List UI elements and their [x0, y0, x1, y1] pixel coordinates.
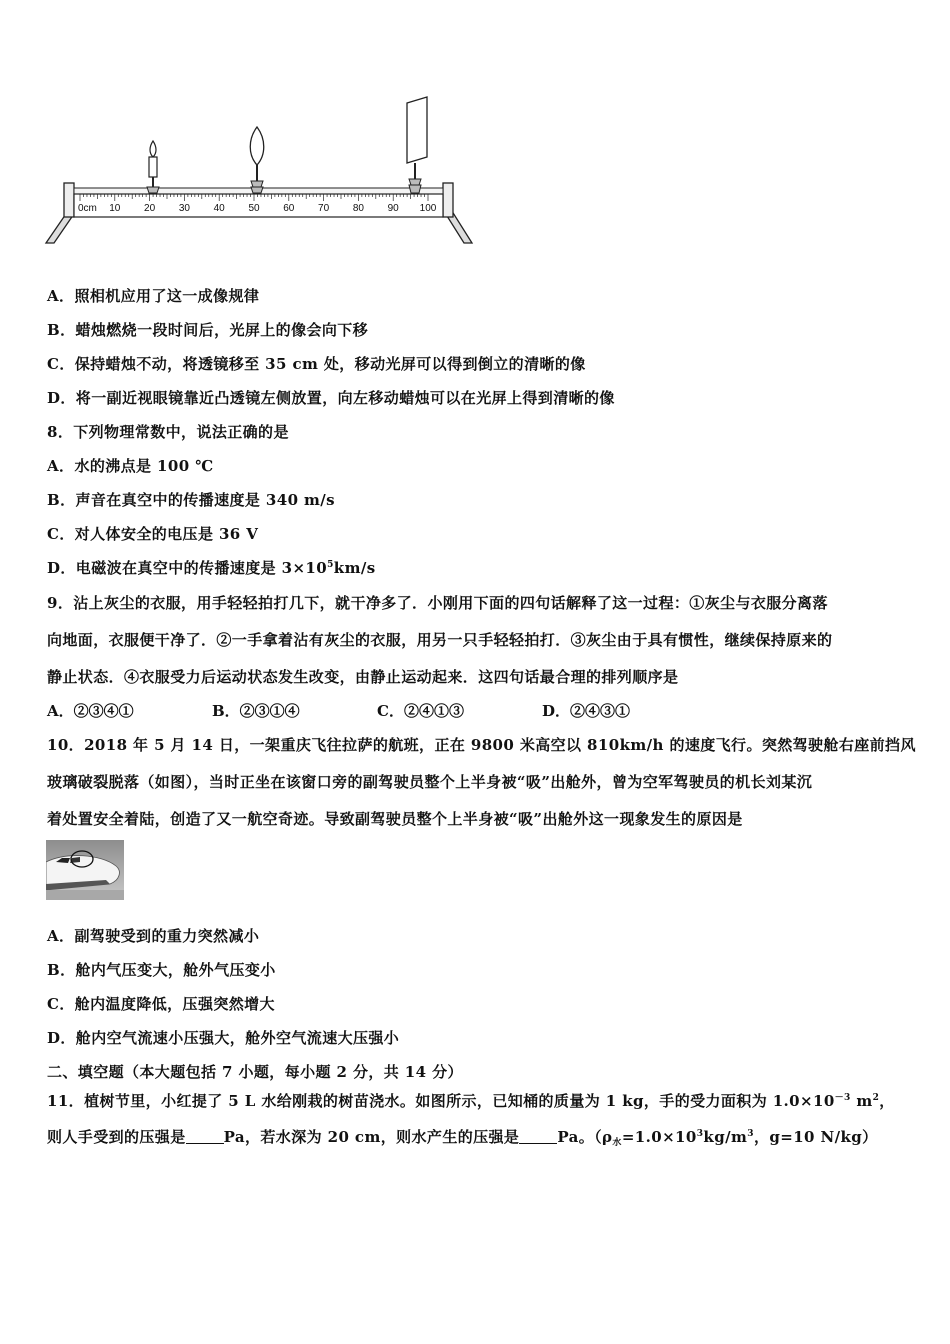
- bench-label: 70: [318, 203, 330, 214]
- q10-option-c: C．舱内温度降低，压强突然增大: [47, 995, 275, 1013]
- answer-blank-1[interactable]: [186, 1129, 224, 1144]
- bench-label: 80: [352, 203, 364, 214]
- q10-option-d: D．舱内空气流速小压强大，舱外空气流速大压强小: [47, 1029, 400, 1047]
- q9-option-c: C．②④①③: [377, 702, 464, 720]
- answer-blank-2[interactable]: [519, 1129, 557, 1144]
- q10-option-b: B．舱内气压变大，舱外气压变小: [47, 961, 276, 979]
- light-screen: [407, 97, 427, 193]
- candle: [147, 141, 159, 193]
- q9-option-a: A．②③④①: [47, 702, 134, 720]
- q7-option-d: D．将一副近视眼镜靠近凸透镜左侧放置，向左移动蜡烛可以在光屏上得到清晰的像: [47, 389, 615, 407]
- q8-option-d: D．电磁波在真空中的传播速度是 $3\times 10^5km/s$: [47, 559, 376, 577]
- q9-stem-line-1: 9．沾上灰尘的衣服，用手轻轻拍打几下，就干净多了．小刚用下面的四句话解释了这一过程：①灰尘与衣服分离落: [47, 594, 828, 612]
- q11-stem-line-1: 11．植树节里，小红提了 5 L 水给刚栽的树苗浇水。如图所示，已知桶的质量为 1 kg，手的受力面积为 $1.0\times 10^{-3}$ $m^2$，: [47, 1092, 895, 1110]
- q7-option-c: C．保持蜡烛不动，将透镜移至 35 cm 处，移动光屏可以得到倒立的清晰的像: [47, 355, 586, 373]
- q10-option-a: A．副驾驶受到的重力突然减小: [47, 927, 260, 945]
- q8-option-a: A．水的沸点是 100 ℃: [47, 457, 214, 475]
- section-heading-fill-in: 二、填空题（本大题包括 7 小题，每小题 2 分，共 14 分）: [47, 1063, 463, 1081]
- q9-stem-line-2: 向地面，衣服便干净了．②一手拿着沾有灰尘的衣服，用另一只手轻轻拍打．③灰尘由于具有惯性，继续保持原来的: [47, 631, 833, 649]
- bench-label: 10: [109, 203, 121, 214]
- q11-stem-line-2: 则人手受到的压强是 Pa，若水深为 20 cm，则水产生的压强是 Pa。（$\rho_水=1.0\times 10^3kg/m^3$，g=10 N/kg）: [47, 1128, 878, 1148]
- bench-label: 40: [213, 203, 225, 214]
- bench-label: 60: [283, 203, 295, 214]
- q8-option-c: C．对人体安全的电压是 36 V: [47, 525, 259, 543]
- bench-label: 90: [387, 203, 399, 214]
- bench-label: 30: [178, 203, 190, 214]
- q10-stem-line-1: 10．2018 年 5 月 14 日，一架重庆飞往拉萨的航班，正在 9800 米高空以 810km/h 的速度飞行。突然驾驶舱右座前挡风: [47, 736, 916, 754]
- bench-label: 20: [144, 203, 156, 214]
- optical-bench-figure: [40, 95, 480, 250]
- q8-option-b: B．声音在真空中的传播速度是 340 m/s: [47, 491, 336, 509]
- airplane-cockpit-photo: [46, 840, 124, 900]
- q9-options: [47, 701, 630, 721]
- q7-option-b: B．蜡烛燃烧一段时间后，光屏上的像会向下移: [47, 321, 369, 339]
- q9-option-b: B．②③①④: [212, 702, 300, 720]
- q9-option-d: D．②④③①: [542, 702, 631, 720]
- q9-stem-line-3: 静止状态．④衣服受力后运动状态发生改变，由静止运动起来．这四句话最合理的排列顺序是: [47, 668, 679, 686]
- bench-label: 50: [248, 203, 260, 214]
- q7-option-a: A．照相机应用了这一成像规律: [47, 287, 260, 305]
- bench-label: 0cm: [78, 203, 97, 214]
- q8-stem: 8．下列物理常数中，说法正确的是: [47, 423, 289, 441]
- q10-stem-line-3: 着处置安全着陆，创造了又一航空奇迹。导致副驾驶员整个上半身被“吸”出舱外这一现象发生的原因是: [47, 810, 743, 828]
- convex-lens: [250, 127, 264, 193]
- q10-stem-line-2: 玻璃破裂脱落（如图），当时正坐在该窗口旁的副驾驶员整个上半身被“吸”出舱外，曾为空军驾驶员的机长刘某沉: [47, 773, 813, 791]
- bench-label: 100: [419, 203, 437, 214]
